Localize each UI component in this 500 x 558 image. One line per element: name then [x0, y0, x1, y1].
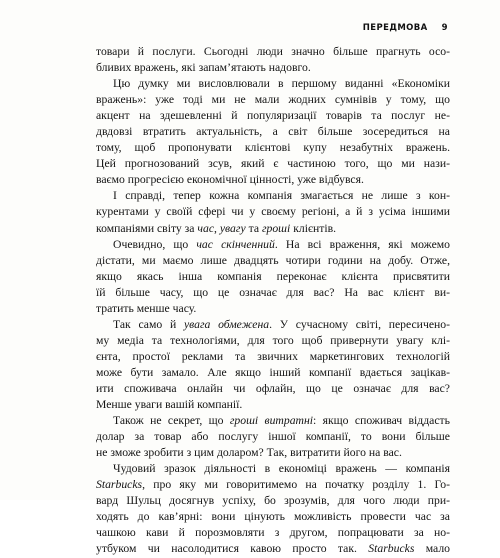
text-line: чашкою кави й порозмовляти з другом, попрацювати за но-	[96, 526, 450, 540]
text-line: тому, щоб пропонувати клієнтові купу незабутніх вражень.	[96, 141, 450, 155]
text-run: . У сучасному світі, пересичено-	[269, 317, 450, 331]
text-line	[96, 317, 450, 333]
paragraph-4	[96, 237, 450, 317]
text-run: , про яку ми говоритимемо на початку розділу 1. Го-	[142, 478, 450, 492]
emphasis-attention: увагу	[219, 221, 246, 235]
text-line: може бути замало. Але якщо інший компанії вдається зацікав-	[96, 365, 450, 379]
text-line	[96, 541, 450, 557]
body-text	[96, 44, 450, 558]
text-line: якщо якась інша компанія переконає клієнта присвятити	[96, 269, 450, 283]
text-line	[96, 477, 450, 493]
text-line	[96, 221, 450, 237]
chapter-title: ПЕРЕДМОВА	[362, 23, 428, 33]
paragraph-2	[96, 76, 450, 188]
text-run: утбуком чи насолодитися кавою просто так.	[96, 542, 369, 556]
text-line: Менше уваги вашій компанії.	[96, 398, 243, 412]
emphasis-money: гроші	[261, 221, 291, 235]
emphasis-money-spendable: гроші витратні	[229, 414, 314, 428]
running-head	[318, 22, 448, 34]
text-line: бливих вражень, які запам’ятають надовго.	[96, 61, 311, 75]
text-line: вражень»: уже тоді ми не мали жодних сумнівів у тому, що	[96, 93, 450, 107]
page-number: 9	[441, 23, 448, 33]
text-run: та	[245, 221, 262, 235]
text-line: тратить менше часу.	[96, 301, 197, 315]
text-line: Чудовий зразок діяльності в економіці вражень — компанія	[113, 462, 450, 476]
text-line	[96, 237, 450, 253]
text-line: курентами у своїй сфері чи у своєму регіоні, а й з усіма іншими	[96, 205, 450, 219]
paragraph-7	[96, 461, 450, 557]
text-line: І справді, тепер кожна компанія змагається не лише з кон-	[113, 189, 450, 203]
text-line	[96, 413, 450, 429]
paragraph-1	[96, 44, 450, 76]
text-line: ваємо прогресією економічної цінності, уже відбувся.	[96, 173, 364, 187]
text-line: дістати, ми маємо лише двадцять чотири години на добу. Отже,	[96, 253, 450, 267]
text-run: . На всі враження, які можемо	[274, 237, 450, 251]
emphasis-attention-limited: увага обмежена	[183, 317, 270, 331]
text-run: : якщо споживач віддасть	[313, 414, 450, 428]
paragraph-3	[96, 188, 450, 236]
text-run: Також не секрет, що	[113, 414, 230, 428]
text-line: Цю думку ми висловлювали в першому виданні «Економіки	[113, 77, 450, 91]
text-line: товари й послуги. Сьогодні люди значно більше прагнуть осо-	[96, 45, 450, 58]
company-name: Starbucks	[368, 542, 415, 556]
text-line: ходять до кав’ярні: вони цінують можливість провести час за	[96, 510, 450, 524]
emphasis-time: час	[197, 221, 215, 235]
text-line: му медіа та технологіями, для того щоб привернути увагу клі-	[96, 333, 450, 347]
company-name: Starbucks	[96, 478, 143, 492]
text-run: мало	[414, 542, 450, 556]
paragraph-5	[96, 317, 450, 413]
text-run: ,	[214, 221, 220, 235]
text-line: їй більше часу, що це означає для вас? На вас клієнт ви-	[96, 285, 450, 299]
text-line: Цей прогнозований зсув, який є частиною того, що ми нази-	[96, 157, 450, 171]
text-line: долар за товар або послугу іншої компанії, то вони більше	[96, 430, 450, 444]
text-run: Очевидно, що	[113, 237, 197, 251]
text-run: клієнтів.	[290, 221, 337, 235]
text-line: єнта, простої реклами та звичних маркетингових технологій	[96, 349, 450, 363]
text-run: Так само й	[113, 317, 184, 331]
paragraph-6	[96, 413, 450, 461]
text-run: компаніями світу за	[96, 221, 198, 235]
emphasis-time-finite: час скінченний	[196, 237, 275, 251]
text-line: вард Шульц досягнув успіху, бо зрозумів, для чого люди при-	[96, 494, 450, 508]
text-line: акцент на здешевленні й популяризації товарів та послуг не-	[96, 109, 450, 123]
text-line: двдовзі втратить актуальність, а світ більше зосередиться на	[96, 125, 450, 139]
text-line: ити споживача онлайн чи офлайн, що це означає для вас?	[96, 381, 450, 395]
text-line: не зможе зробити з цим доларом? Так, витратити його на вас.	[96, 446, 402, 460]
